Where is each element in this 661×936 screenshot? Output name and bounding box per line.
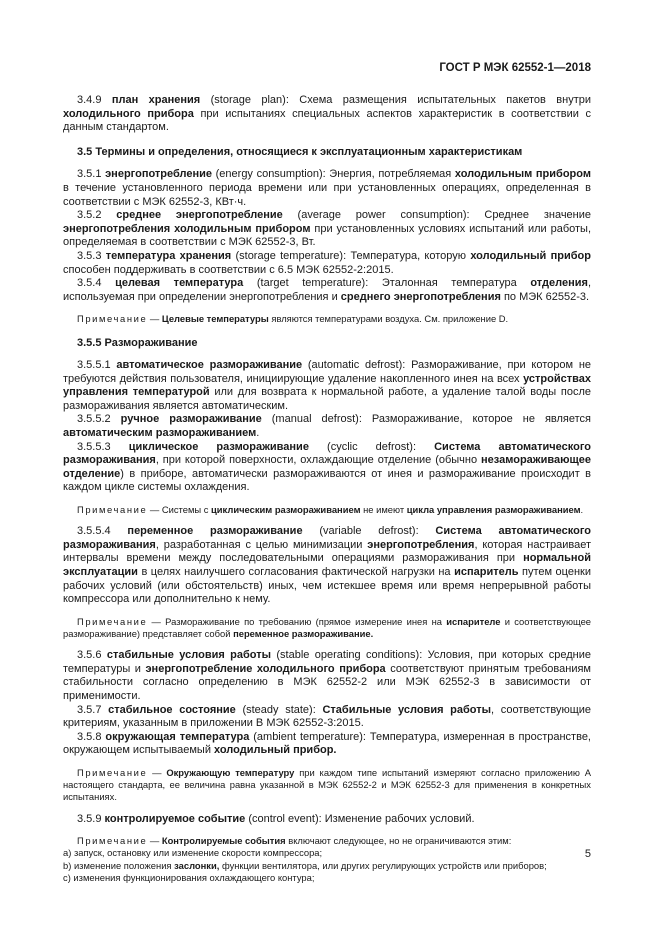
bold-term: циклическое размораживание <box>128 440 309 453</box>
text-run: (manual defrost): Размораживание, которое не является <box>261 413 591 426</box>
bold-term: стабильные условия работы <box>106 649 271 662</box>
bold-term: нормальной эксплуатации <box>63 552 591 579</box>
text-run: по МЭК 62552-3. <box>500 290 590 303</box>
document-code-header: ГОСТ Р МЭК 62552-1—2018 <box>439 62 591 74</box>
bold-term: стабильное состояние <box>108 703 236 716</box>
term-3-5-5-2 <box>63 413 591 440</box>
bold-term: переменное размораживание <box>127 525 303 538</box>
text-run: при каждом типе испытаний измеряют согласно приложению А настоящего стандарта, ее величина равна указанной в МЭК 62552-2 и МЭК 62552-3 для применения в конкретных испытаниях. <box>63 766 591 803</box>
term-3-5-4 <box>63 277 591 304</box>
note-label: Примечание <box>77 766 148 778</box>
bold-term: автоматическое размораживание <box>116 359 303 372</box>
text-run: , разработанная с целью минимизации <box>155 538 368 551</box>
term-3-5-1 <box>63 168 591 209</box>
term-3-5-7 <box>63 704 591 731</box>
bold-term: среднего энергопотребления <box>340 290 501 303</box>
text-run: — Системы с <box>147 504 212 516</box>
section-heading-3-5 <box>63 146 591 160</box>
term-3-5-6 <box>63 649 591 703</box>
text-run: при испытаниях специальных аспектов характеристик в соответствии с данным стандартом. <box>63 107 591 134</box>
bold-term: циклическим размораживанием <box>211 504 361 516</box>
term-3-5-8 <box>63 731 591 758</box>
text-run: 3.5.3 <box>77 249 106 262</box>
text-run: . <box>580 504 584 516</box>
bold-term: автоматическим размораживанием <box>63 427 257 440</box>
text-run: с) изменения функционирования охлаждающего контура; <box>63 871 315 883</box>
page-number: 5 <box>584 848 591 860</box>
text-run: — <box>147 766 167 778</box>
text-run: ) в приборе, автоматически размораживаются от инея и размораживание происходит в каждом цикле системы охлаждения. <box>63 467 591 494</box>
text-run: — <box>147 313 162 325</box>
text-run: . <box>256 427 260 440</box>
note-3-5-4 <box>63 313 591 325</box>
text-run: 3.5.5.2 <box>77 413 121 426</box>
bold-term: температура хранения <box>105 249 232 262</box>
bold-term: отделения <box>530 277 588 290</box>
note-label: Примечание <box>77 504 148 516</box>
text-run: 3.4.9 <box>77 94 112 106</box>
term-3-5-5-3 <box>63 441 591 495</box>
text-run: при установленных условиях испытаний или работы, определяемая в соответствии с МЭК 62552-3, Вт. <box>63 222 592 249</box>
text-run: , при которой поверхности, охлаждающие отделение (обычно <box>155 454 482 467</box>
document-body <box>63 94 591 884</box>
bold-term: среднее энергопотребление <box>116 209 283 222</box>
list-item-b <box>63 860 591 872</box>
text-run: 3.5.8 <box>77 730 106 743</box>
text-run: 3.5.5.3 <box>77 440 129 453</box>
text-run: в целях наилучшего согласования фактической нагрузки на <box>137 566 455 579</box>
text-run: 3.5.2 <box>77 209 117 222</box>
bold-term: холодильным прибором <box>454 168 591 181</box>
text-run: путем оценки рабочих условий (или обстоятельств) иных, чем истекшее время или время непрерывной работы компрессора или дополнительно к нему. <box>63 566 592 606</box>
bold-term: переменное размораживание. <box>233 628 374 640</box>
text-run: 3.5.4 <box>77 277 116 290</box>
text-run: (ambient temperature): Температура, измеренная в пространстве, окружающем испытываемый <box>63 730 591 757</box>
text-run: и соответствующее размораживание) представляет собой <box>63 615 592 640</box>
note-3-5-5-3 <box>63 504 591 516</box>
section-heading-3-5-5 <box>63 337 591 351</box>
text-run: (energy consumption): Энергия, потребляемая <box>212 168 455 181</box>
text-run: — Размораживание по требованию (прямое измерение инея на <box>147 615 447 627</box>
bold-term: холодильного прибора <box>63 107 194 120</box>
bold-term: холодильный прибор <box>470 249 591 262</box>
bold-term: Стабильные условия работы <box>322 703 492 716</box>
note-label: Примечание <box>77 313 148 325</box>
text-run: (storage temperature): Температура, которую <box>231 249 471 262</box>
note-3-5-8 <box>63 767 591 804</box>
text-run: 3.5.6 <box>77 649 107 662</box>
text-run: 3.5.5 Размораживание <box>77 336 198 349</box>
bold-term: испарителе <box>446 615 501 627</box>
text-run: , которая настраивает интервалы времени между последовательными операциями размораживания при <box>63 538 591 565</box>
text-run: (cyclic defrost): <box>308 440 435 453</box>
term-3-5-5-4 <box>63 525 591 607</box>
text-run: (target temperature): Эталонная температура <box>243 277 531 290</box>
bold-term: Система автоматического размораживания <box>63 440 592 467</box>
bold-term: целевая температура <box>115 277 244 290</box>
term-3-5-3 <box>63 250 591 277</box>
term-3-5-2 <box>63 209 591 250</box>
text-run: 3.5 Термины и определения, относящиеся к эксплуатационным характеристикам <box>77 145 523 158</box>
text-run: (variable defrost): <box>302 525 436 538</box>
bold-term: устройствах управления температурой <box>63 372 591 399</box>
text-run: — <box>147 835 162 847</box>
bold-term: цикла управления размораживанием <box>406 504 581 516</box>
bold-term: окружающая температура <box>105 730 250 743</box>
text-run: (stable operating conditions): Условия, при которых средние температуры и <box>63 649 591 675</box>
text-run: включают следующее, но не ограничиваются этим: <box>285 835 512 847</box>
list-item-a <box>63 847 591 859</box>
term-3-5-9 <box>63 813 591 827</box>
bold-term: энергопотребление <box>105 168 212 181</box>
bold-term: энергопотребления <box>367 538 475 551</box>
note-label: Примечание <box>77 835 148 847</box>
bold-term: Окружающую температуру <box>166 766 295 778</box>
text-run: (storage plan): Схема размещения испытательных пакетов внутри <box>200 94 592 106</box>
text-run: способен поддерживать в соответствии с 6.5 МЭК 62552-2:2015. <box>63 263 394 276</box>
text-run: 3.5.9 <box>77 812 105 825</box>
bold-term: холодильный прибор. <box>214 744 337 757</box>
bold-term: Целевые температуры <box>161 313 269 325</box>
list-item-c <box>63 872 591 884</box>
bold-term: план хранения <box>111 94 201 106</box>
text-run: 3.5.5.4 <box>77 525 128 538</box>
bold-term: энергопотребления холодильным прибором <box>63 222 311 235</box>
bold-term: заслонки, <box>174 859 220 871</box>
bold-term: ручное размораживание <box>120 413 262 426</box>
text-run: (steady state): <box>235 703 323 716</box>
text-run: или для возврата к нормальной работе, а удаление талой воды после размораживания является автоматическим. <box>63 386 591 412</box>
text-run: (control event): Изменение рабочих условий. <box>245 812 475 825</box>
text-run: соответствуют принятым требованиям стабильности согласно определению в МЭК 62552-2 или МЭК 62552-3 в зависимости от применимости. <box>63 662 591 702</box>
bold-term: незамораживающее отделение <box>63 454 591 480</box>
bold-term: испаритель <box>454 566 519 579</box>
note-label: Примечание <box>77 615 148 627</box>
text-run: являются температурами воздуха. См. приложение D. <box>268 313 509 325</box>
note-3-5-5-4 <box>63 616 591 640</box>
term-3-5-5-1 <box>63 359 591 413</box>
bold-term: энергопотребление холодильного прибора <box>145 662 386 675</box>
text-run: 3.5.7 <box>77 703 109 716</box>
text-run: функции вентилятора, или других регулирующих устройств или приборов; <box>219 859 547 871</box>
text-run: 3.5.1 <box>77 168 106 181</box>
bold-term: Контролируемые события <box>161 835 286 847</box>
note-3-5-9 <box>63 835 591 847</box>
text-run: в течение установленного периода времени или при установленных операциях, определенная в соответствии с МЭК 62552-3, КВт·ч. <box>63 181 591 208</box>
text-run: , соответствующие критериям, указанным в приложении В МЭК 62552-3:2015. <box>63 703 591 730</box>
text-run: а) запуск, остановку или изменение скорости компрессора; <box>63 847 323 859</box>
bold-term: контролируемое событие <box>104 812 246 825</box>
text-run: (average power consumption): Среднее значение <box>282 209 592 222</box>
term-3-4-9 <box>63 94 591 135</box>
text-run: (automatic defrost): Размораживание, при котором не требуются действия пользователя, инициирующие удаление накопленного инея на всех <box>63 359 592 385</box>
text-run: 3.5.5.1 <box>77 359 117 372</box>
text-run: , используемая при определении энергопотребления и <box>63 277 591 303</box>
bold-term: Система автоматического размораживания <box>63 525 591 551</box>
text-run: не имеют <box>360 504 407 516</box>
text-run: b) изменение положения <box>63 859 175 871</box>
